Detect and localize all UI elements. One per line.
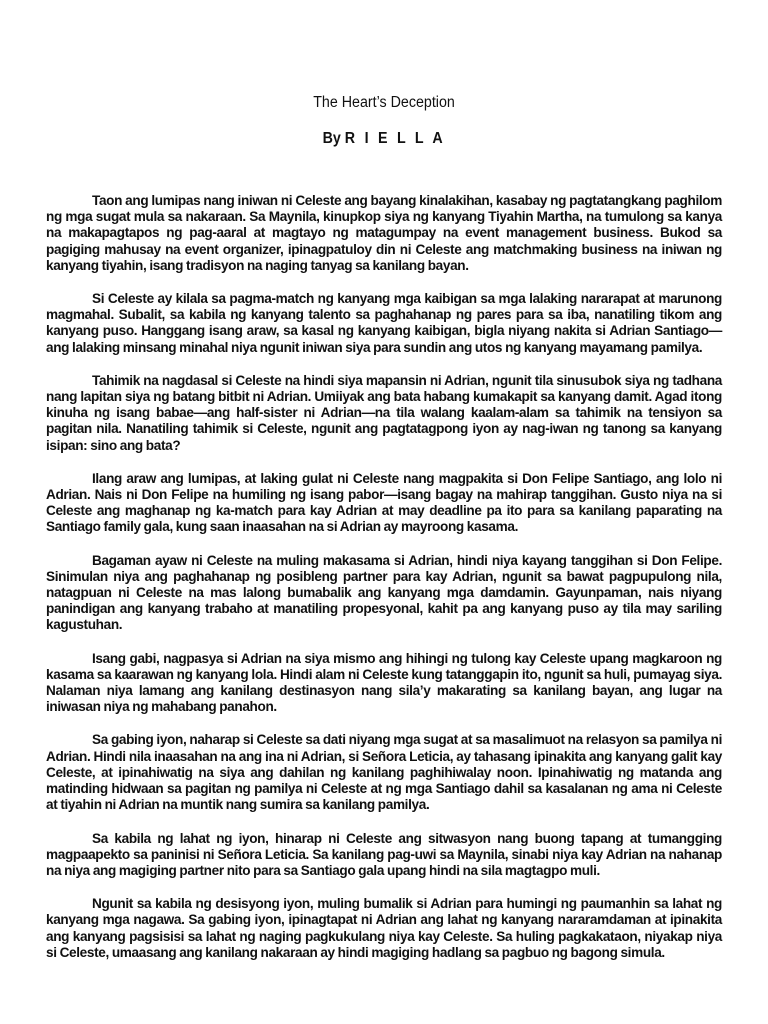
paragraph: Sa gabing iyon, naharap si Celeste sa dati niyang mga sugat at sa masalimuot na relasyon sa pamilya ni Adrian. Hindi nila inaasahan na ang ina ni Adrian, si Señora Leticia, ay tahasang ipinakita ang kanyang galit kay Celeste, at ipinahiwatig na siya ang dahilan ng kanilang paghihiwalay noon. Ipinahiwatig ng matanda ang matinding hidwaan sa pagitan ng pamilya ni Celeste at ng mga Santiago dahil sa kasalanan ng ama ni Celeste at tiyahin ni Adrian na muntik nang sumira sa kanilang pamilya. <box>46 732 722 813</box>
story-title: The Heart’s Deception <box>313 94 455 111</box>
paragraph: Ngunit sa kabila ng desisyong iyon, muling bumalik si Adrian para humingi ng paumanhin sa lahat ng kanyang mga nagawa. Sa gabing iyon, ipinagtapat ni Adrian ang lahat ng kanyang nararamdaman at ipinakita ang kanyang pagsisisi sa lahat ng naging pagkukulang niya kay Celeste. Sa huling pagkakataon, niyakap niya si Celeste, umaasang ang kanilang nakaraan ay hindi magiging hadlang sa pagbuo ng bagong simula. <box>46 896 722 960</box>
author-name: R I E L L A <box>344 130 446 147</box>
paragraph: Sa kabila ng lahat ng iyon, hinarap ni Celeste ang sitwasyon nang buong tapang at tumangging magpaapekto sa paninisi ni Señora Leticia. Sa kanilang pag-uwi sa Maynila, sinabi niya kay Adrian na nahanap na niya ang magiging partner nito para sa Santiago gala upang hindi na sila magtagpo muli. <box>46 830 722 878</box>
paragraph: Si Celeste ay kilala sa pagma-match ng kanyang mga kaibigan sa mga lalaking nararapat at marunong magmahal. Subalit, sa kabila ng kanyang talento sa paghahanap ng pares para sa iba, nanatiling tikom ang kanyang puso. Hanggang isang araw, sa kasal ng kanyang kaibigan, bigla niyang nakita si Adrian Santiago—ang lalaking minsang minahal niya ngunit iniwan siya para sundin ang utos ng kanyang mayamang pamilya. <box>46 291 722 355</box>
paragraph: Bagaman ayaw ni Celeste na muling makasama si Adrian, hindi niya kayang tanggihan si Don Felipe. Sinimulan niya ang paghahanap ng posibleng partner para kay Adrian, ngunit sa bawat pagpupulong nila, natagpuan ni Celeste na mas lalong bumabalik ang kanyang mga damdamin. Gayunpaman, nais niyang panindigan ang kanyang trabaho at manatiling propesyonal, kahit pa ang kanyang puso ay tila may sariling kagustuhan. <box>46 552 722 633</box>
paragraph: Tahimik na nagdasal si Celeste na hindi siya mapansin ni Adrian, ngunit tila sinusubok siya ng tadhana nang lapitan siya ng batang bitbit ni Adrian. Umiiyak ang bata habang kumakapit sa kanyang damit. Agad itong kinuha ng isang babae—ang half-sister ni Adrian—na tila walang kaalam-alam sa tahimik na tensiyon sa pagitan nila. Nanatiling tahimik si Celeste, ngunit ang pagtatagpong iyon ay nag-iwan ng tanong sa kanyang isipan: sino ang bata? <box>46 372 722 453</box>
paragraph: Isang gabi, nagpasya si Adrian na siya mismo ang hihingi ng tulong kay Celeste upang magkaroon ng kasama sa kaarawan ng kanyang lola. Hindi alam ni Celeste kung tatanggapin ito, ngunit sa huli, pumayag siya. Nalaman niya lamang ang kanilang destinasyon nang sila’y makarating sa kanilang bayan, ang lugar na iniwasan niya ng mahabang panahon. <box>46 650 722 715</box>
paragraph: Ilang araw ang lumipas, at laking gulat ni Celeste nang magpakita si Don Felipe Santiago, ang lolo ni Adrian. Nais ni Don Felipe na humiling ng isang pabor—isang bagay na mahirap tanggihan. Gusto niya na si Celeste ang maghanap ng ka-match para kay Adrian at may deadline pa ito para sa kanilang paparating na Santiago family gala, kung saan inaasahan na si Adrian ay mayroong kasama. <box>46 470 722 535</box>
story-body <box>46 193 722 978</box>
paragraph: Taon ang lumipas nang iniwan ni Celeste ang bayang kinalakihan, kasabay ng pagtatangkang paghilom ng mga sugat mula sa nakaraan. Sa Maynila, kinupkop siya ng kanyang Tiyahin Martha, na tumulong sa kanya na makapagtapos ng pag-aaral at magtayo ng matagumpay na event management business. Bukod sa pagiging mahusay na event organizer, ipinagpatuloy din ni Celeste ang matchmaking business na iniwan ng kanyang tiyahin, isang tradisyon na naging tanyag sa kanilang bayan. <box>46 193 722 273</box>
byline-prefix: By <box>322 130 341 147</box>
story-byline <box>31 130 738 148</box>
